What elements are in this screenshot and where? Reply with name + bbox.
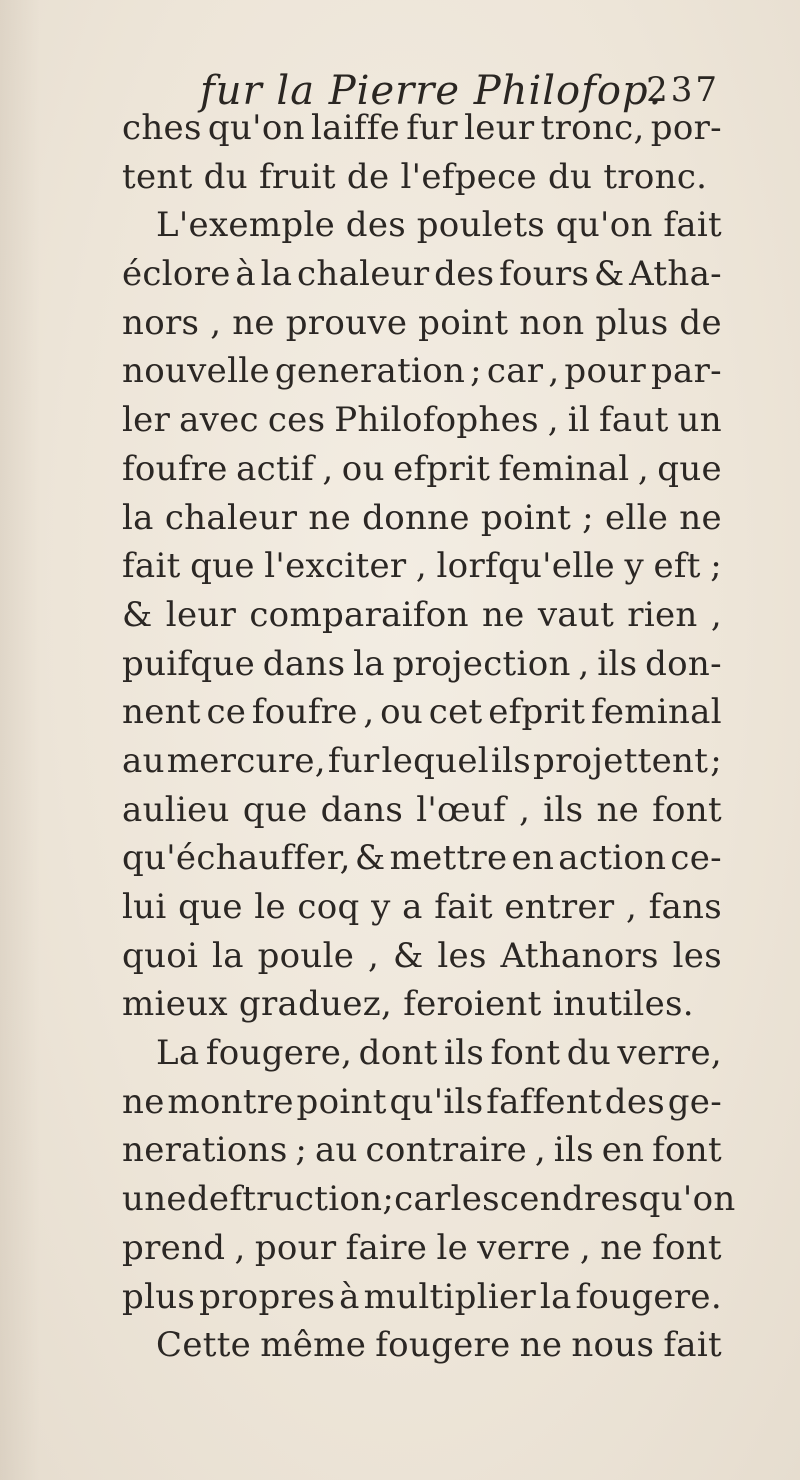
running-title: fur la Pierre Philofop. (200, 68, 663, 114)
text-line: foufre actif , ou efprit feminal , que (122, 448, 722, 489)
text-line: ches qu'on laiffe fur leur tronc, por- (122, 108, 722, 148)
text-line: quoi la poule , & les Athanors les (122, 935, 722, 976)
text-line: nouvelle generation ; car , pour par- (122, 351, 722, 392)
text-line: nerations ; au contraire , ils en font (122, 1130, 722, 1171)
text-line: nors , ne prouve point non plus de (122, 302, 722, 343)
text-line: La fougere, dont ils font du verre, (156, 1033, 722, 1074)
text-line: ler avec ces Philofophes , il faut un (122, 400, 722, 441)
text-line: plus propres à multiplier la fougere. (122, 1276, 722, 1317)
text-line: L'exemple des poulets qu'on fait (156, 205, 722, 246)
text-line: Cette même fougere ne nous fait (156, 1325, 722, 1366)
page-number: 237 (646, 70, 720, 110)
text-line: & leur comparaifon ne vaut rien , (122, 594, 722, 635)
text-line: prend , pour faire le verre , ne font (122, 1227, 722, 1268)
text-line: aulieu que dans l'œuf , ils ne font (122, 789, 722, 830)
page-gutter-shadow (0, 0, 40, 1480)
body-text (122, 104, 736, 1370)
text-line: nent ce foufre , ou cet efprit feminal (122, 692, 722, 733)
text-line: lui que le coq y a fait entrer , fans (122, 887, 722, 927)
text-line: qu'échauffer, & mettre en action ce- (122, 838, 722, 879)
text-line: tent du fruit de l'efpece du tronc. (122, 156, 708, 197)
text-line: une deftruction;car les cendres qu'on (122, 1179, 736, 1220)
text-line: puifque dans la projection , ils don- (122, 643, 722, 684)
text-line: la chaleur ne donne point ; elle ne (122, 497, 722, 538)
text-line: au mercure, fur lequel ils projettent ; (122, 740, 722, 781)
text-line: ne montre point qu'ils faffent des ge- (122, 1081, 722, 1122)
text-line: mieux graduez, feroient inutiles. (122, 984, 694, 1025)
text-line: fait que l'exciter , lorfqu'elle y eft ; (122, 546, 722, 587)
text-line: éclore à la chaleur des fours & Atha- (122, 254, 722, 295)
